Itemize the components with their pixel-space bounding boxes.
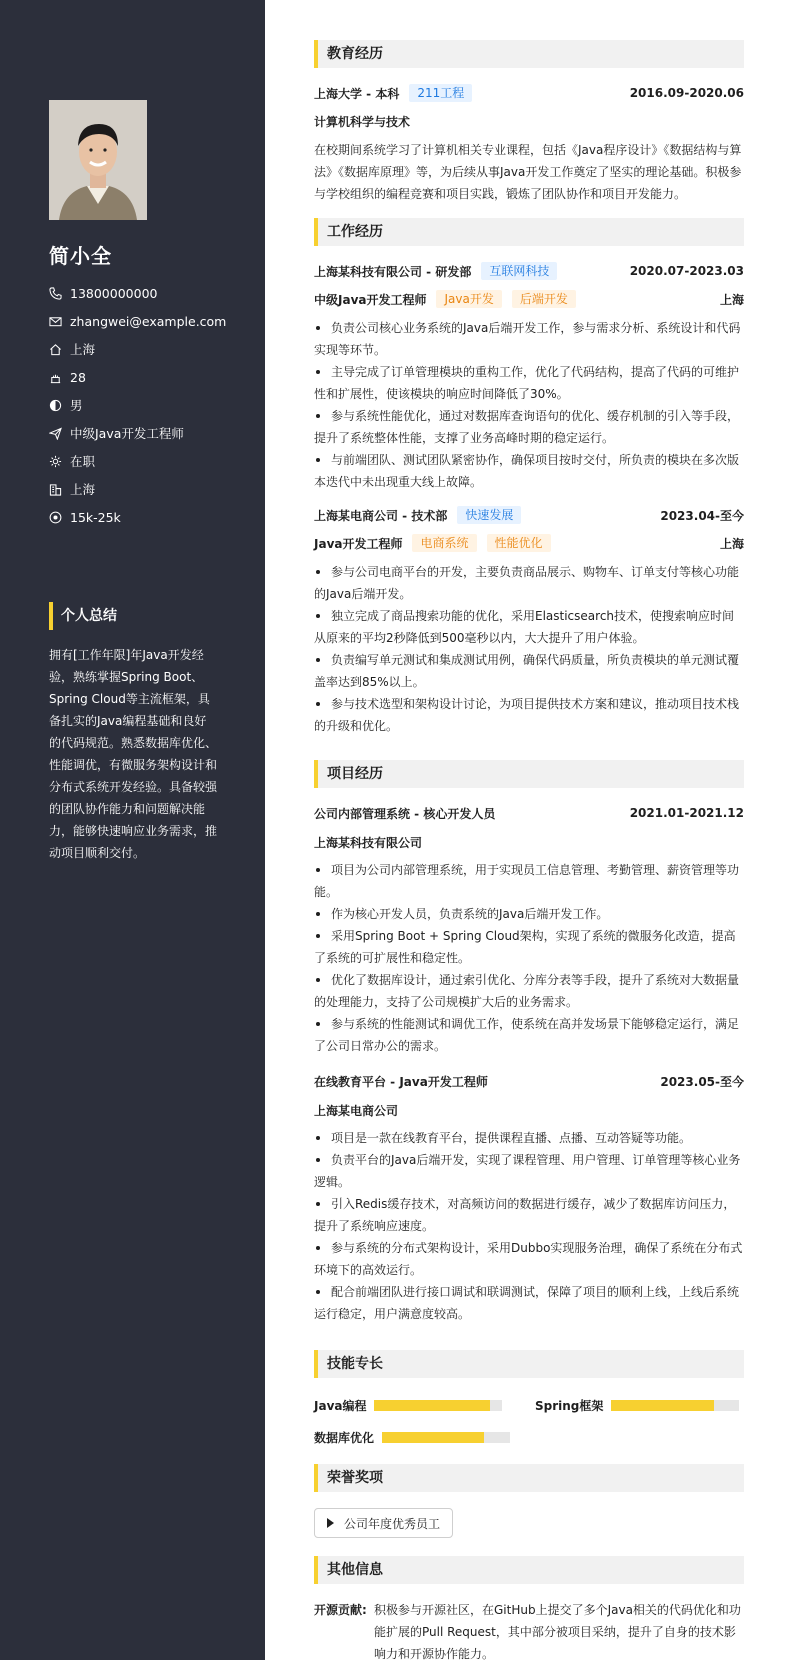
project-date: 2023.05-至今 — [660, 1074, 744, 1089]
project-items-list — [314, 1127, 744, 1325]
education-section-title: 教育经历 — [314, 40, 744, 68]
list-item: 主导完成了订单管理模块的重构工作，优化了代码结构，提高了代码的可维护性和扩展性，使该模块的响应时间降低了30%。 — [314, 361, 744, 405]
job-skill-tag: 后端开发 — [512, 290, 576, 308]
job-duties-list — [314, 317, 744, 493]
job-role-row — [314, 533, 744, 553]
info-position-text: 中级Java开发工程师 — [70, 426, 184, 441]
position-icon — [49, 427, 62, 440]
info-status — [49, 447, 249, 475]
skill-item — [314, 1429, 510, 1446]
job-date: 2023.04-至今 — [660, 508, 744, 523]
other-section-title: 其他信息 — [314, 1556, 744, 1584]
info-city-text: 上海 — [70, 482, 96, 497]
info-salary — [49, 503, 249, 531]
email-icon — [49, 315, 62, 328]
list-item: 优化了数据库设计，通过索引优化、分库分表等手段，提升了系统对大数据量的处理能力，支持了公司规模扩大后的业务需求。 — [314, 969, 744, 1013]
play-triangle-icon — [327, 1518, 334, 1528]
salary-icon — [49, 511, 62, 524]
skill-name: 数据库优化 — [314, 1431, 375, 1445]
education-desc: 在校期间系统学习了计算机相关专业课程，包括《Java程序设计》《数据结构与算法》《数据库原理》等，为后续从事Java开发工作奠定了坚实的理论基础。积极参与学校组织的编程竞赛和项目实践，锻炼了团队协作和项目开发能力。 — [314, 143, 742, 201]
info-age-text: 28 — [70, 369, 86, 385]
job-skill-tag: Java开发 — [436, 290, 501, 308]
skill-bar-fill — [382, 1432, 484, 1443]
info-home — [49, 335, 249, 363]
skill-name: Spring框架 — [535, 1399, 604, 1413]
projects-section-title: 项目经历 — [314, 760, 744, 788]
summary-title: 个人总结 — [49, 602, 117, 630]
info-gender-text: 男 — [70, 398, 83, 413]
project-date: 2021.01-2021.12 — [629, 806, 744, 820]
info-age — [49, 363, 249, 391]
contact-info-list — [49, 279, 249, 531]
job-header — [314, 505, 744, 525]
list-item: 负责公司核心业务系统的Java后端开发工作，参与需求分析、系统设计和代码实现等环节。 — [314, 317, 744, 361]
job-skill-tag: 性能优化 — [487, 534, 551, 552]
profile-name: 简小全 — [49, 244, 112, 268]
job-city: 上海 — [719, 292, 744, 307]
job-header — [314, 261, 744, 281]
skills-section-title: 技能专长 — [314, 1350, 744, 1378]
skill-item — [535, 1397, 739, 1414]
city-icon — [49, 483, 62, 496]
list-item: 参与技术选型和架构设计讨论，为项目提供技术方案和建议，推动项目技术栈的升级和优化。 — [314, 693, 744, 737]
skill-item — [314, 1397, 502, 1414]
education-school: 上海大学 - 本科 — [314, 86, 400, 101]
list-item: 引入Redis缓存技术，对高频访问的数据进行缓存，减少了数据库访问压力，提升了系统响应速度。 — [314, 1193, 744, 1237]
award-item — [314, 1508, 453, 1538]
honors-section-title: 荣誉奖项 — [314, 1464, 744, 1492]
job-skill-tag: 电商系统 — [412, 534, 476, 552]
info-position — [49, 419, 249, 447]
other-info-row — [314, 1599, 744, 1660]
info-home-text: 上海 — [70, 342, 96, 357]
skill-bar — [374, 1400, 502, 1411]
list-item: 配合前端团队进行接口调试和联调测试，保障了项目的顺利上线，上线后系统运行稳定，用户满意度较高。 — [314, 1281, 744, 1325]
education-date: 2016.09-2020.06 — [629, 86, 744, 100]
list-item: 负责编写单元测试和集成测试用例，确保代码质量，所负责模块的单元测试覆盖率达到85%以上。 — [314, 649, 744, 693]
status-icon — [49, 455, 62, 468]
skill-bar-fill — [374, 1400, 489, 1411]
info-email — [49, 307, 249, 335]
job-role-row — [314, 289, 744, 309]
list-item: 项目为公司内部管理系统，用于实现员工信息管理、考勤管理、薪资管理等功能。 — [314, 859, 744, 903]
skill-bar-fill — [611, 1400, 713, 1411]
other-info-label: 开源贡献: — [314, 1603, 367, 1617]
summary-text: 拥有[工作年限]年Java开发经验，熟练掌握Spring Boot、Spring Cloud等主流框架，具备扎实的Java编程基础和良好的代码规范。熟悉数据库优化、性能调优，有微服务架构设计和分布式系统开发经验。具备较强的团队协作能力和问题解决能力，能够快速响应业务需求，推动项目顺利交付。 — [49, 648, 218, 860]
list-item: 参与系统性能优化，通过对数据库查询语句的优化、缓存机制的引入等手段，提升了系统整体性能，支撑了业务高峰时期的稳定运行。 — [314, 405, 744, 449]
job-duties-list — [314, 561, 744, 737]
job-company-tag: 互联网科技 — [481, 262, 557, 280]
avatar-portrait-icon — [49, 100, 147, 220]
list-item: 项目是一款在线教育平台，提供课程直播、点播、互动答疑等功能。 — [314, 1127, 744, 1149]
skill-name: Java编程 — [314, 1399, 367, 1413]
info-gender — [49, 391, 249, 419]
age-icon — [49, 371, 62, 384]
home-icon — [49, 343, 62, 356]
project-header — [314, 1071, 744, 1091]
education-tag: 211工程 — [409, 84, 472, 102]
info-city — [49, 475, 249, 503]
job-company-tag: 快速发展 — [457, 506, 521, 524]
list-item: 采用Spring Boot + Spring Cloud架构，实现了系统的微服务化改造，提高了系统的可扩展性和稳定性。 — [314, 925, 744, 969]
list-item: 作为核心开发人员，负责系统的Java后端开发工作。 — [314, 903, 744, 925]
job-role: 中级Java开发工程师 — [314, 292, 427, 307]
education-header — [314, 83, 744, 103]
job-role: Java开发工程师 — [314, 536, 403, 551]
job-company: 上海某电商公司 - 技术部 — [314, 508, 448, 523]
project-org: 上海某科技有限公司 — [314, 836, 423, 850]
list-item: 参与系统的性能测试和调优工作，使系统在高并发场景下能够稳定运行，满足了公司日常办公的需求。 — [314, 1013, 744, 1057]
list-item: 独立完成了商品搜索功能的优化，采用Elasticsearch技术，使搜索响应时间从原来的平均2秒降低到500毫秒以内，大大提升了用户体验。 — [314, 605, 744, 649]
info-email-text: zhangwei@example.com — [70, 313, 227, 329]
project-org: 上海某电商公司 — [314, 1104, 399, 1118]
job-date: 2020.07-2023.03 — [629, 264, 744, 278]
project-name: 在线教育平台 - Java开发工程师 — [314, 1074, 488, 1089]
info-phone-text: 13800000000 — [70, 285, 158, 301]
profile-photo — [49, 100, 147, 220]
info-salary-text: 15k-25k — [70, 509, 121, 525]
project-items-list — [314, 859, 744, 1057]
work-section-title: 工作经历 — [314, 218, 744, 246]
list-item: 参与系统的分布式架构设计，采用Dubbo实现服务治理，确保了系统在分布式环境下的高效运行。 — [314, 1237, 744, 1281]
phone-icon — [49, 287, 62, 300]
sidebar — [0, 0, 265, 1660]
job-company: 上海某科技有限公司 - 研发部 — [314, 264, 472, 279]
job-city: 上海 — [719, 536, 744, 551]
other-info-text: 积极参与开源社区，在GitHub上提交了多个Java相关的代码优化和功能扩展的Pull Request，其中部分被项目采纳，提升了自身的技术影响力和开源协作能力。 — [374, 1603, 741, 1660]
project-name: 公司内部管理系统 - 核心开发人员 — [314, 806, 496, 821]
list-item: 与前端团队、测试团队紧密协作，确保项目按时交付，所负责的模块在多次版本迭代中未出现重大线上故障。 — [314, 449, 744, 493]
project-header — [314, 803, 744, 823]
gender-icon — [49, 399, 62, 412]
skill-bar — [611, 1400, 739, 1411]
skill-bar — [382, 1432, 510, 1443]
education-major: 计算机科学与技术 — [314, 115, 411, 129]
list-item: 负责平台的Java后端开发，实现了课程管理、用户管理、订单管理等核心业务逻辑。 — [314, 1149, 744, 1193]
award-label: 公司年度优秀员工 — [344, 1516, 441, 1531]
info-status-text: 在职 — [70, 454, 96, 469]
info-phone — [49, 279, 249, 307]
list-item: 参与公司电商平台的开发，主要负责商品展示、购物车、订单支付等核心功能的Java后端开发。 — [314, 561, 744, 605]
